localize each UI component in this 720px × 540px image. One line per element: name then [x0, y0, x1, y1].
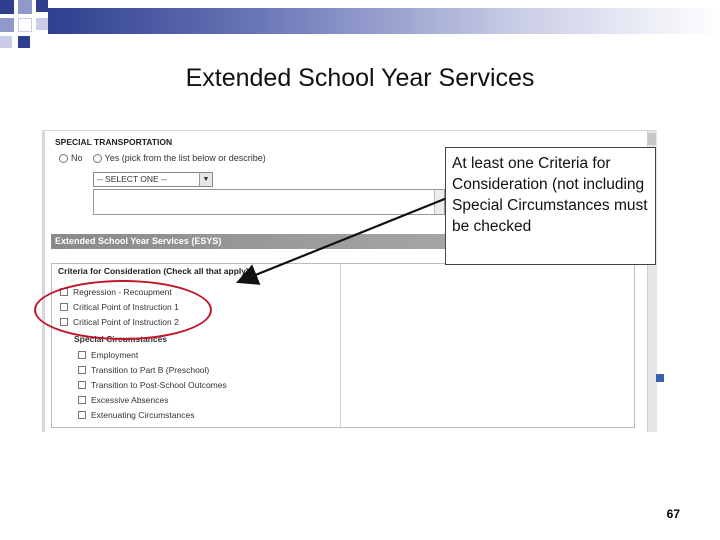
callout-note: At least one Criteria for Consideration (not including Special Circumstances must be checked: [445, 147, 656, 265]
special-label: Transition to Post-School Outcomes: [91, 380, 227, 390]
radio-yes-label: Yes (pick from the list below or describe): [104, 153, 266, 163]
criteria-label: Critical Point of Instruction 1: [73, 302, 179, 312]
special-circumstances-header: Special Circumstances: [74, 334, 168, 344]
special-label: Excessive Absences: [91, 395, 169, 405]
page-number: 67: [666, 507, 680, 521]
special-label: Transition to Part B (Preschool): [91, 365, 210, 375]
criteria-header: Criteria for Consideration (Check all that apply): [58, 266, 249, 276]
special-label: Extenuating Circumstances: [91, 410, 195, 420]
special-label: Employment: [91, 350, 139, 360]
esy-section-header: Extended School Year Services (ESYS): [51, 234, 645, 249]
slide-title: Extended School Year Services: [185, 64, 535, 92]
select-value: -- SELECT ONE --: [97, 174, 167, 184]
radio-no-label: No: [71, 153, 83, 163]
criteria-label: Critical Point of Instruction 2: [73, 317, 179, 327]
chevron-down-icon[interactable]: ▼: [199, 173, 212, 186]
criteria-label: Regression - Recoupment: [73, 287, 172, 297]
special-transportation-label: SPECIAL TRANSPORTATION: [55, 137, 173, 147]
